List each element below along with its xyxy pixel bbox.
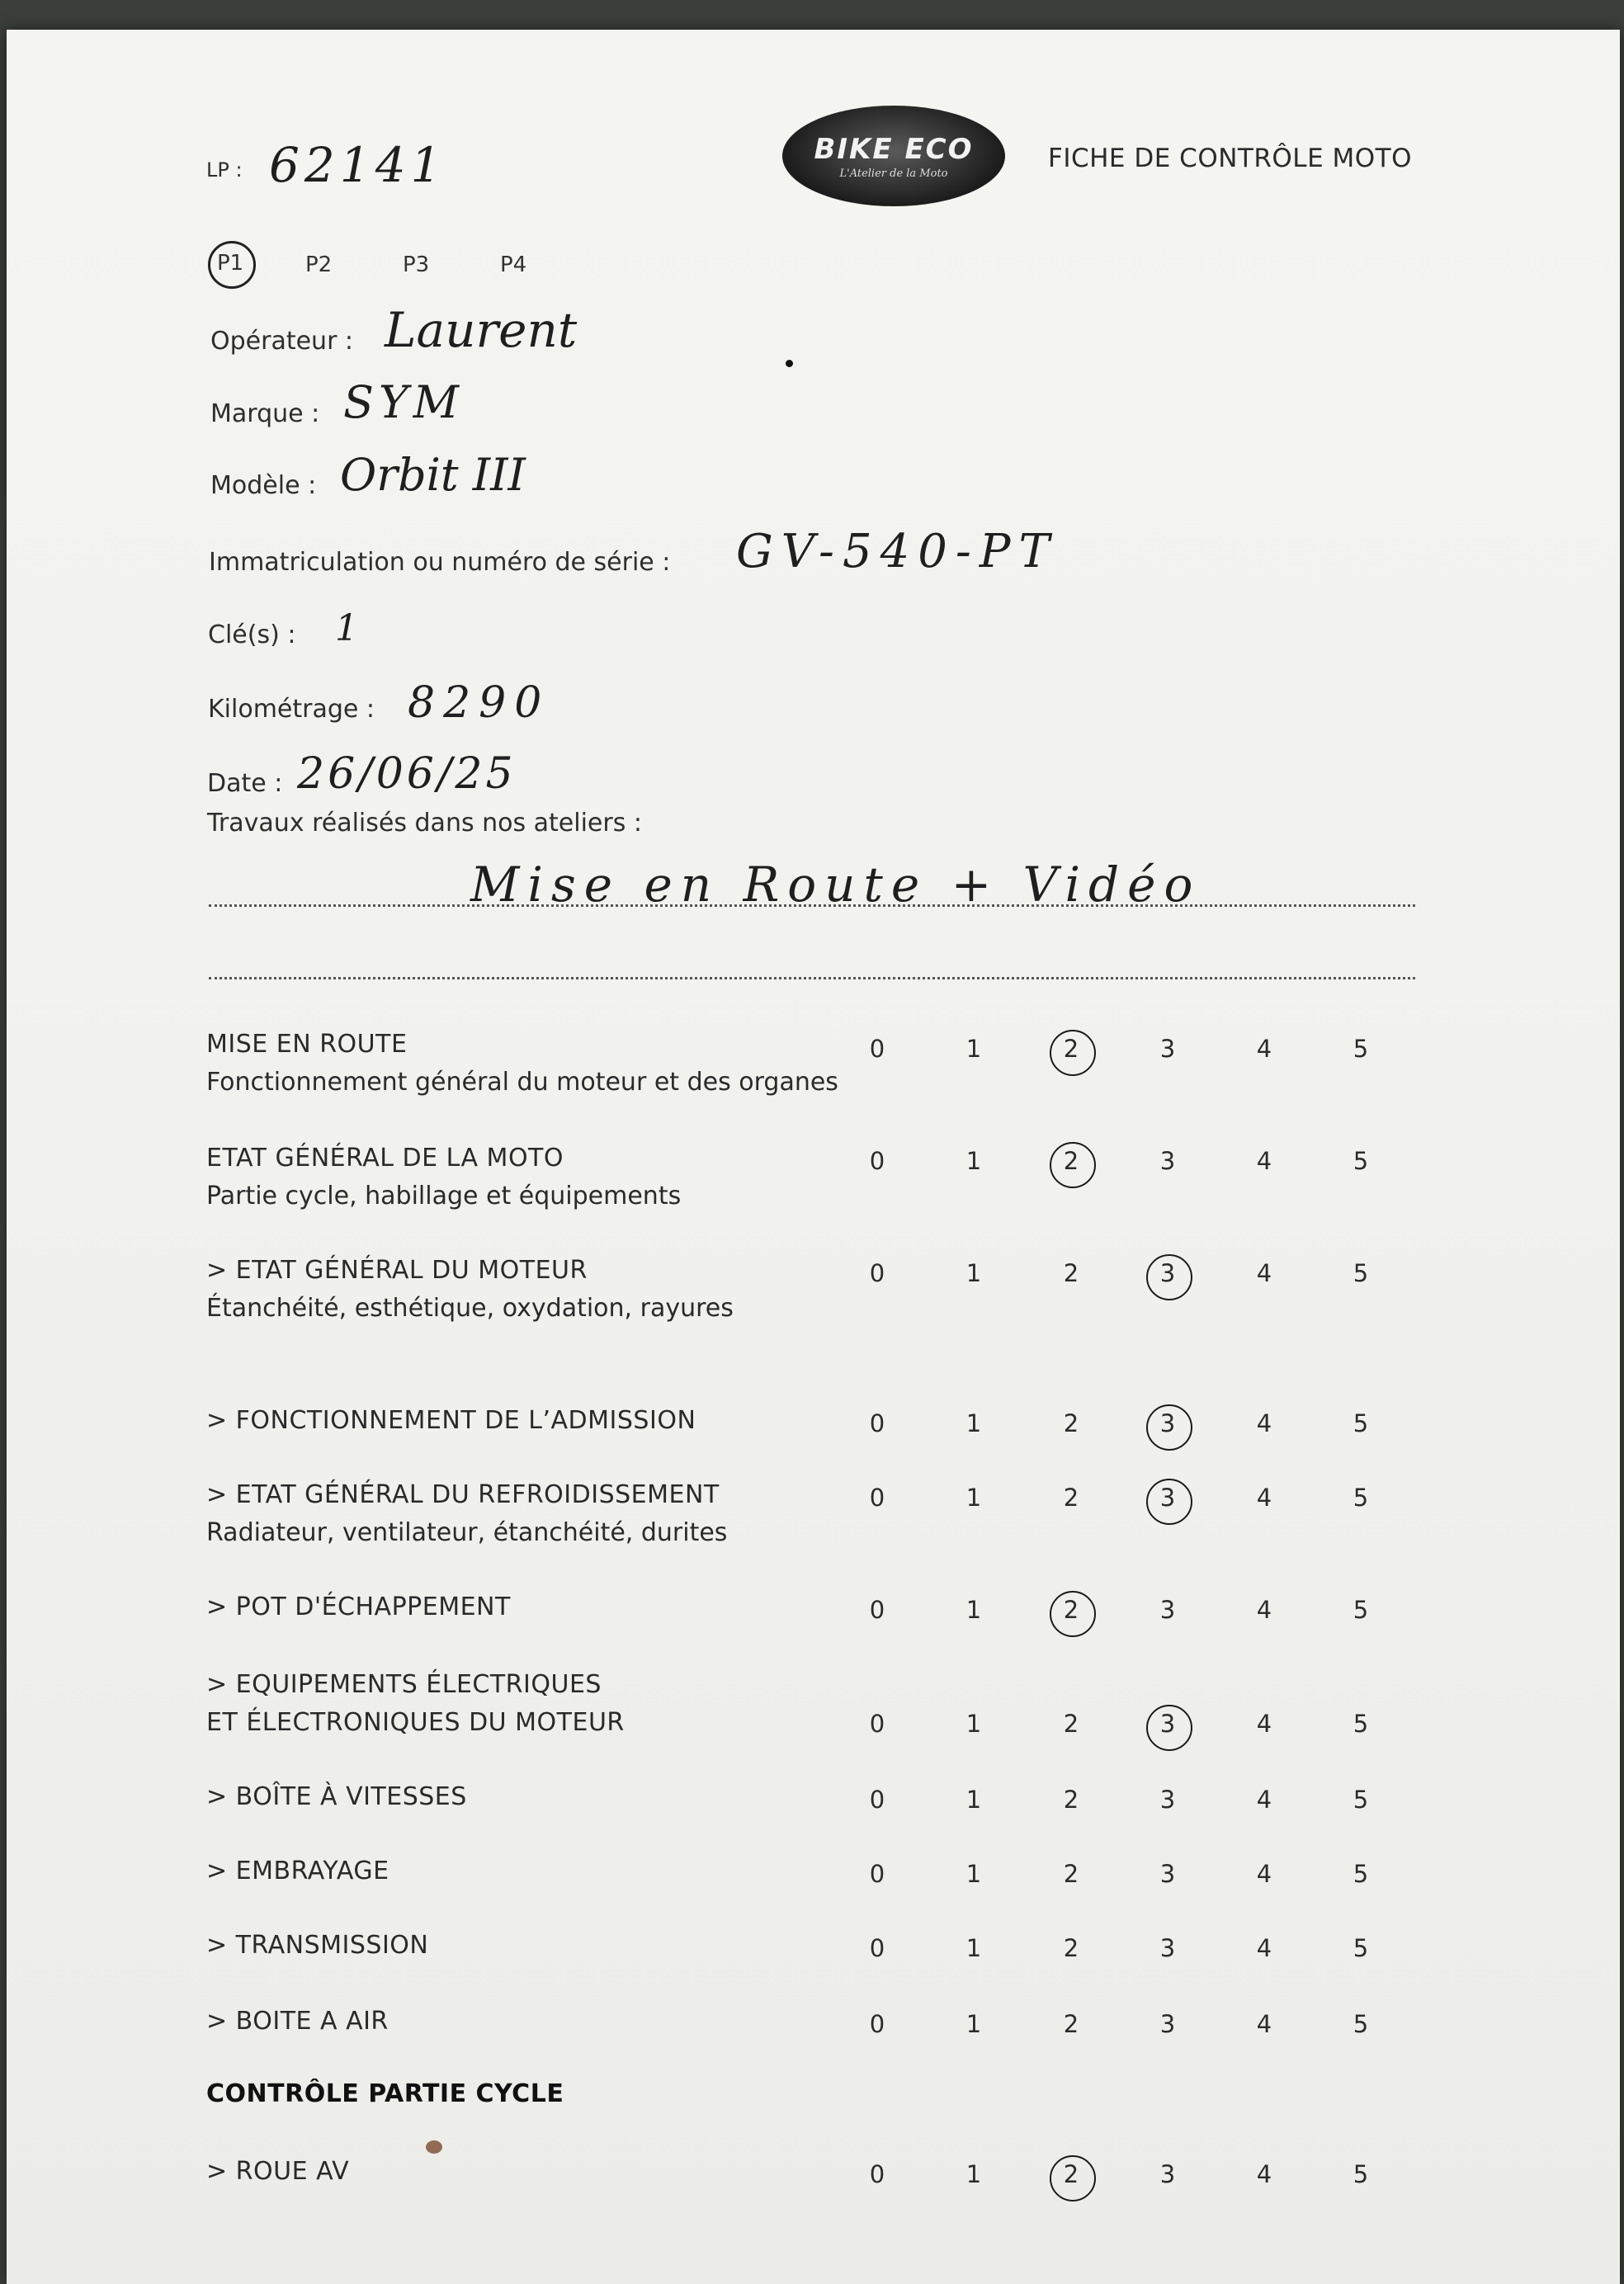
score-option[interactable]: 3 (1159, 1484, 1176, 1512)
score-option[interactable]: 3 (1159, 1860, 1176, 1888)
selected-score-circle (1050, 1591, 1096, 1637)
score-option[interactable]: 5 (1353, 1259, 1369, 1287)
row-title: MISE EN ROUTE (206, 1030, 408, 1059)
score-option[interactable]: 4 (1256, 1596, 1272, 1624)
score-option[interactable]: 3 (1159, 2160, 1176, 2188)
score-option[interactable]: 1 (965, 1934, 982, 1962)
row-subtitle: Partie cycle, habillage et équipements (206, 1182, 682, 1210)
kilometrage-label: Kilométrage : (208, 695, 375, 724)
selected-score-circle (1050, 2155, 1096, 2201)
score-option[interactable]: 0 (869, 1934, 885, 1962)
section-partie-cycle: CONTRÔLE PARTIE CYCLE (206, 2079, 564, 2108)
marque-value[interactable]: SYM (343, 376, 464, 428)
travaux-line-1 (209, 904, 1415, 907)
cles-label: Clé(s) : (208, 621, 296, 649)
score-option[interactable]: 0 (869, 1409, 885, 1437)
score-option[interactable]: 3 (1159, 1259, 1176, 1287)
row-title: > FONCTIONNEMENT DE L’ADMISSION (206, 1406, 696, 1435)
row-title: > EMBRAYAGE (206, 1857, 389, 1885)
score-option[interactable]: 2 (1063, 2010, 1079, 2038)
lp-label: LP : (206, 158, 243, 182)
score-option[interactable]: 1 (965, 1409, 982, 1437)
score-option[interactable]: 5 (1353, 1147, 1369, 1175)
score-option[interactable]: 3 (1159, 1596, 1176, 1624)
score-option[interactable]: 5 (1353, 1409, 1369, 1437)
score-option[interactable]: 3 (1159, 2010, 1176, 2038)
row-title: > TRANSMISSION (206, 1931, 429, 1960)
score-option[interactable]: 2 (1063, 1596, 1079, 1624)
row-subtitle: Radiateur, ventilateur, étanchéité, durites (206, 1518, 728, 1547)
score-option[interactable]: 1 (965, 1596, 982, 1624)
score-option[interactable]: 1 (965, 1860, 982, 1888)
row-title: > ETAT GÉNÉRAL DU REFROIDISSEMENT (206, 1480, 720, 1509)
score-option[interactable]: 5 (1353, 2010, 1369, 2038)
immatriculation-label: Immatriculation ou numéro de série : (209, 548, 671, 577)
date-value[interactable]: 26/06/25 (297, 749, 517, 799)
ink-dot (786, 360, 793, 367)
selected-score-circle (1146, 1479, 1192, 1525)
score-option[interactable]: 2 (1063, 1147, 1079, 1175)
score-option[interactable]: 1 (965, 1035, 982, 1063)
modele-value[interactable]: Orbit III (340, 449, 526, 501)
score-option[interactable]: 5 (1353, 1710, 1369, 1738)
priority-p3[interactable]: P3 (403, 252, 430, 277)
score-option[interactable]: 2 (1063, 1860, 1079, 1888)
row-title: > EQUIPEMENTS ÉLECTRIQUES (206, 1670, 602, 1699)
row-title: > ROUE AV (206, 2157, 350, 2186)
score-option[interactable]: 0 (869, 2010, 885, 2038)
row-title: > BOITE A AIR (206, 2007, 389, 2036)
score-option[interactable]: 1 (965, 1147, 982, 1175)
score-option[interactable]: 4 (1256, 1484, 1272, 1512)
score-option[interactable]: 2 (1063, 2160, 1079, 2188)
selected-score-circle (1146, 1254, 1192, 1300)
score-option[interactable]: 0 (869, 1710, 885, 1738)
score-option[interactable]: 0 (869, 1860, 885, 1888)
score-option[interactable]: 2 (1063, 1035, 1079, 1063)
priority-p2[interactable]: P2 (305, 252, 333, 277)
score-option[interactable]: 4 (1256, 1710, 1272, 1738)
form-title: FICHE DE CONTRÔLE MOTO (1048, 144, 1412, 173)
cles-value[interactable]: 1 (335, 607, 358, 649)
score-option[interactable]: 4 (1256, 1934, 1272, 1962)
row-title: ETAT GÉNÉRAL DE LA MOTO (206, 1144, 564, 1173)
score-option[interactable]: 5 (1353, 1484, 1369, 1512)
score-option[interactable]: 0 (869, 1035, 885, 1063)
score-option[interactable]: 5 (1353, 1035, 1369, 1063)
score-option[interactable]: 0 (869, 2160, 885, 2188)
score-option[interactable]: 4 (1256, 1786, 1272, 1814)
travaux-line-2 (209, 977, 1415, 979)
row-title: > ETAT GÉNÉRAL DU MOTEUR (206, 1256, 588, 1285)
travaux-value[interactable]: Mise en Route + Vidéo (470, 856, 1201, 913)
score-option[interactable]: 5 (1353, 1860, 1369, 1888)
score-option[interactable]: 5 (1353, 1786, 1369, 1814)
score-option[interactable]: 0 (869, 1786, 885, 1814)
score-option[interactable]: 1 (965, 2010, 982, 2038)
score-option[interactable]: 2 (1063, 1786, 1079, 1814)
score-option[interactable]: 2 (1063, 1934, 1079, 1962)
score-option[interactable]: 5 (1353, 2160, 1369, 2188)
score-option[interactable]: 1 (965, 1786, 982, 1814)
score-option[interactable]: 3 (1159, 1035, 1176, 1063)
row-title: > BOÎTE À VITESSES (206, 1782, 467, 1811)
marque-label: Marque : (210, 399, 320, 428)
row-title: > POT D'ÉCHAPPEMENT (206, 1593, 511, 1621)
score-option[interactable]: 0 (869, 1259, 885, 1287)
score-option[interactable]: 4 (1256, 1147, 1272, 1175)
selected-score-circle (1050, 1142, 1096, 1188)
logo-text: BIKE ECO (814, 132, 974, 166)
score-option[interactable]: 2 (1063, 1710, 1079, 1738)
modele-label: Modèle : (210, 471, 317, 500)
score-option[interactable]: 3 (1159, 1147, 1176, 1175)
selected-score-circle (1146, 1404, 1192, 1451)
score-option[interactable]: 4 (1256, 1035, 1272, 1063)
priority-p4[interactable]: P4 (500, 252, 527, 277)
lp-value[interactable]: 62141 (269, 137, 446, 193)
score-option[interactable]: 3 (1159, 1786, 1176, 1814)
score-option[interactable]: 1 (965, 1710, 982, 1738)
score-option[interactable]: 4 (1256, 1409, 1272, 1437)
score-option[interactable]: 4 (1256, 1259, 1272, 1287)
row-subtitle: Étanchéité, esthétique, oxydation, rayures (206, 1294, 734, 1323)
priority-p1[interactable]: P1 (217, 251, 244, 276)
score-option[interactable]: 0 (869, 1596, 885, 1624)
score-option[interactable]: 2 (1063, 1259, 1079, 1287)
score-option[interactable]: 1 (965, 1259, 982, 1287)
bike-eco-logo (782, 106, 1005, 206)
logo-subtext: L'Atelier de la Moto (839, 167, 948, 180)
score-option[interactable]: 3 (1159, 1934, 1176, 1962)
score-option[interactable]: 0 (869, 1147, 885, 1175)
operateur-value[interactable]: Laurent (385, 302, 578, 358)
score-option[interactable]: 5 (1353, 1596, 1369, 1624)
row-title-line2: ET ÉLECTRONIQUES DU MOTEUR (206, 1708, 625, 1737)
score-option[interactable]: 3 (1159, 1409, 1176, 1437)
selected-score-circle (1050, 1030, 1096, 1076)
score-option[interactable]: 4 (1256, 2010, 1272, 2038)
row-subtitle: Fonctionnement général du moteur et des organes (206, 1068, 838, 1097)
immatriculation-value[interactable]: GV-540-PT (736, 525, 1058, 578)
operateur-label: Opérateur : (210, 327, 354, 356)
control-sheet (7, 30, 1620, 2284)
date-label: Date : (207, 769, 283, 798)
selected-score-circle (1146, 1705, 1192, 1751)
score-option[interactable]: 0 (869, 1484, 885, 1512)
travaux-label: Travaux réalisés dans nos ateliers : (207, 809, 642, 838)
score-option[interactable]: 1 (965, 2160, 982, 2188)
kilometrage-value[interactable]: 8290 (408, 678, 550, 728)
score-option[interactable]: 3 (1159, 1710, 1176, 1738)
score-option[interactable]: 1 (965, 1484, 982, 1512)
score-option[interactable]: 2 (1063, 1409, 1079, 1437)
score-option[interactable]: 4 (1256, 1860, 1272, 1888)
score-option[interactable]: 4 (1256, 2160, 1272, 2188)
stain (426, 2140, 442, 2154)
score-option[interactable]: 2 (1063, 1484, 1079, 1512)
score-option[interactable]: 5 (1353, 1934, 1369, 1962)
